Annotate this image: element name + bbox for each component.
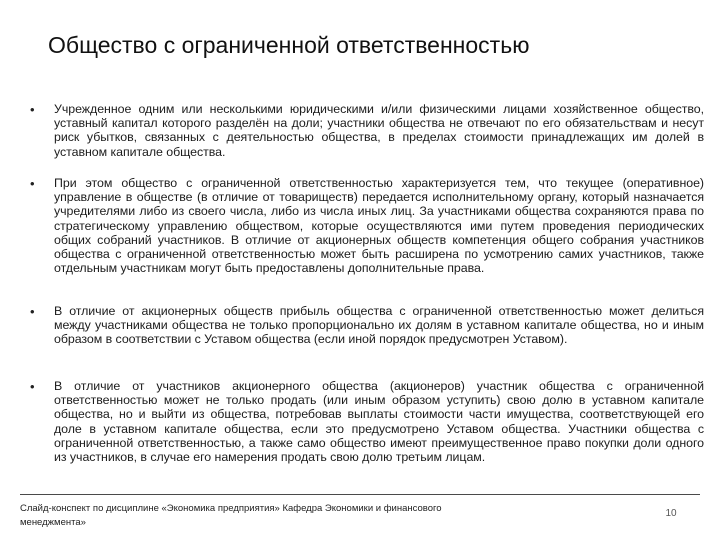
footer-divider	[20, 494, 700, 495]
page-title: Общество с ограниченной ответственностью	[48, 32, 530, 58]
bullet-paragraph: В отличие от участников акционерного общества (акционеров) участник общества с ограниченной ответственностью может не только продать (или иным образом уступить) свою долю в уставном капитале общества, но и выйти из общества, потребовав выплаты стоимости части имущества, соответствующей его доле в уставном капитале общества, если это предусмотрено Уставом общества. Участники общества с ограниченной ответственностью, а также само общество имеют преимущественное право покупки доли одного из участников, в случае его намерения продать свою долю третьим лицам.	[54, 379, 704, 465]
bullet-marker: •	[30, 176, 35, 191]
bullet-paragraph: Учрежденное одним или несколькими юридическими и/или физическими лицами хозяйственное общество, уставный капитал которого разделён на доли; участники общества не отвечают по его обязательствам и несут риск убытков, связанных с деятельностью общества, в пределах стоимости принадлежащих им долей в уставном капитале общества.	[54, 102, 704, 159]
bullet-paragraph: В отличие от акционерных обществ прибыль общества с ограниченной ответственностью может делиться между участниками общества не только пропорционально их долям в уставном капитале общества, но и иным образом в соответствии с Уставом общества (если иной порядок предусмотрен Уставом).	[54, 304, 704, 347]
bullet-marker: •	[30, 379, 35, 394]
bullet-marker: •	[30, 304, 35, 319]
bullet-paragraph: При этом общество с ограниченной ответственностью характеризуется тем, что текущее (оперативное) управление в обществе (в отличие от товариществ) передается исполнительному органу, который назначается учредителями либо из своего числа, либо из числа иных лиц. За участниками общества сохраняются права по стратегическому управлению обществом, которые осуществляются ими путем проведения периодических общих собраний участников. В отличие от акционерных обществ компетенция общего собрания участников общества с ограниченной ответственностью может быть расширена по усмотрению самих участников, также отдельным участникам могут быть предоставлены дополнительные права.	[54, 176, 704, 276]
footer-caption: Слайд-конспект по дисциплине «Экономика предприятия» Кафедра Экономики и финансового менеджмента»	[20, 503, 442, 528]
bullet-marker: •	[30, 102, 35, 117]
page-number: 10	[665, 508, 677, 519]
